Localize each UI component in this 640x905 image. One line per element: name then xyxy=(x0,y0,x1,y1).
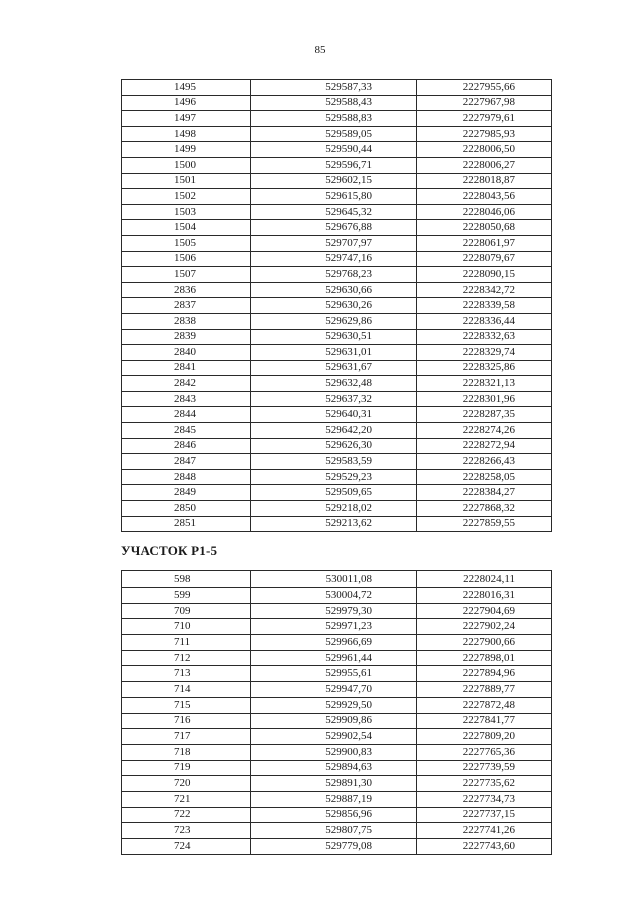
point-number-cell: 721 xyxy=(122,791,251,807)
point-number-cell: 724 xyxy=(122,839,251,855)
table-row xyxy=(122,682,552,698)
x-coordinate-cell: 529631,01 xyxy=(251,345,417,361)
y-coordinate-cell: 2228287,35 xyxy=(417,407,552,423)
y-coordinate-cell: 2227765,36 xyxy=(417,744,552,760)
table-row xyxy=(122,454,552,470)
x-coordinate-cell: 529602,15 xyxy=(251,173,417,189)
x-coordinate-cell: 529894,63 xyxy=(251,760,417,776)
point-number-cell: 1500 xyxy=(122,157,251,173)
x-coordinate-cell: 529630,66 xyxy=(251,282,417,298)
y-coordinate-cell: 2227809,20 xyxy=(417,729,552,745)
x-coordinate-cell: 529961,44 xyxy=(251,650,417,666)
y-coordinate-cell: 2228274,26 xyxy=(417,423,552,439)
y-coordinate-cell: 2227743,60 xyxy=(417,839,552,855)
coordinates-table-1 xyxy=(121,79,552,532)
table-row xyxy=(122,666,552,682)
point-number-cell: 719 xyxy=(122,760,251,776)
x-coordinate-cell: 529640,31 xyxy=(251,407,417,423)
y-coordinate-cell: 2227735,62 xyxy=(417,776,552,792)
table-row xyxy=(122,95,552,111)
point-number-cell: 2841 xyxy=(122,360,251,376)
table-row xyxy=(122,485,552,501)
x-coordinate-cell: 529588,43 xyxy=(251,95,417,111)
table-row xyxy=(122,360,552,376)
x-coordinate-cell: 529966,69 xyxy=(251,635,417,651)
x-coordinate-cell: 529909,86 xyxy=(251,713,417,729)
x-coordinate-cell: 529615,80 xyxy=(251,189,417,205)
point-number-cell: 1505 xyxy=(122,235,251,251)
x-coordinate-cell: 529642,20 xyxy=(251,423,417,439)
x-coordinate-cell: 529947,70 xyxy=(251,682,417,698)
y-coordinate-cell: 2227967,98 xyxy=(417,95,552,111)
y-coordinate-cell: 2227737,15 xyxy=(417,807,552,823)
y-coordinate-cell: 2227872,48 xyxy=(417,697,552,713)
point-number-cell: 723 xyxy=(122,823,251,839)
x-coordinate-cell: 530004,72 xyxy=(251,588,417,604)
table-row xyxy=(122,438,552,454)
table-row xyxy=(122,588,552,604)
y-coordinate-cell: 2227859,55 xyxy=(417,516,552,532)
x-coordinate-cell: 529887,19 xyxy=(251,791,417,807)
point-number-cell: 1504 xyxy=(122,220,251,236)
x-coordinate-cell: 529891,30 xyxy=(251,776,417,792)
table-row xyxy=(122,423,552,439)
table-row xyxy=(122,173,552,189)
x-coordinate-cell: 529630,26 xyxy=(251,298,417,314)
y-coordinate-cell: 2228061,97 xyxy=(417,235,552,251)
table-row xyxy=(122,729,552,745)
y-coordinate-cell: 2227902,24 xyxy=(417,619,552,635)
table-row xyxy=(122,313,552,329)
point-number-cell: 714 xyxy=(122,682,251,698)
point-number-cell: 722 xyxy=(122,807,251,823)
point-number-cell: 2847 xyxy=(122,454,251,470)
table-row xyxy=(122,329,552,345)
table-row xyxy=(122,603,552,619)
x-coordinate-cell: 529900,83 xyxy=(251,744,417,760)
x-coordinate-cell: 529929,50 xyxy=(251,697,417,713)
x-coordinate-cell: 529629,86 xyxy=(251,313,417,329)
x-coordinate-cell: 529637,32 xyxy=(251,391,417,407)
y-coordinate-cell: 2228336,44 xyxy=(417,313,552,329)
x-coordinate-cell: 529626,30 xyxy=(251,438,417,454)
x-coordinate-cell: 529979,30 xyxy=(251,603,417,619)
table-row xyxy=(122,776,552,792)
coordinates-table-1-body xyxy=(122,80,552,532)
table-row xyxy=(122,189,552,205)
table-row xyxy=(122,126,552,142)
point-number-cell: 2851 xyxy=(122,516,251,532)
y-coordinate-cell: 2228079,67 xyxy=(417,251,552,267)
point-number-cell: 2846 xyxy=(122,438,251,454)
coordinates-table-2 xyxy=(121,570,552,855)
point-number-cell: 2845 xyxy=(122,423,251,439)
point-number-cell: 1502 xyxy=(122,189,251,205)
y-coordinate-cell: 2227841,77 xyxy=(417,713,552,729)
point-number-cell: 720 xyxy=(122,776,251,792)
y-coordinate-cell: 2228325,86 xyxy=(417,360,552,376)
x-coordinate-cell: 529583,59 xyxy=(251,454,417,470)
x-coordinate-cell: 529509,65 xyxy=(251,485,417,501)
x-coordinate-cell: 529902,54 xyxy=(251,729,417,745)
table-row xyxy=(122,791,552,807)
y-coordinate-cell: 2228006,27 xyxy=(417,157,552,173)
point-number-cell: 1495 xyxy=(122,80,251,96)
x-coordinate-cell: 529779,08 xyxy=(251,839,417,855)
point-number-cell: 2838 xyxy=(122,313,251,329)
point-number-cell: 599 xyxy=(122,588,251,604)
x-coordinate-cell: 529630,51 xyxy=(251,329,417,345)
table-row xyxy=(122,697,552,713)
y-coordinate-cell: 2228024,11 xyxy=(417,571,552,588)
point-number-cell: 717 xyxy=(122,729,251,745)
point-number-cell: 1501 xyxy=(122,173,251,189)
table-row xyxy=(122,111,552,127)
y-coordinate-cell: 2227900,66 xyxy=(417,635,552,651)
y-coordinate-cell: 2227985,93 xyxy=(417,126,552,142)
x-coordinate-cell: 530011,08 xyxy=(251,571,417,588)
point-number-cell: 715 xyxy=(122,697,251,713)
x-coordinate-cell: 529588,83 xyxy=(251,111,417,127)
x-coordinate-cell: 529590,44 xyxy=(251,142,417,158)
table-row xyxy=(122,298,552,314)
y-coordinate-cell: 2228043,56 xyxy=(417,189,552,205)
coordinates-table-2-body xyxy=(122,571,552,855)
x-coordinate-cell: 529768,23 xyxy=(251,267,417,283)
point-number-cell: 1498 xyxy=(122,126,251,142)
point-number-cell: 711 xyxy=(122,635,251,651)
x-coordinate-cell: 529955,61 xyxy=(251,666,417,682)
point-number-cell: 718 xyxy=(122,744,251,760)
table-row xyxy=(122,251,552,267)
table-row xyxy=(122,345,552,361)
table-row xyxy=(122,650,552,666)
point-number-cell: 713 xyxy=(122,666,251,682)
table-row xyxy=(122,235,552,251)
point-number-cell: 716 xyxy=(122,713,251,729)
table-row xyxy=(122,501,552,517)
y-coordinate-cell: 2228266,43 xyxy=(417,454,552,470)
point-number-cell: 2850 xyxy=(122,501,251,517)
table-row xyxy=(122,267,552,283)
y-coordinate-cell: 2228342,72 xyxy=(417,282,552,298)
point-number-cell: 712 xyxy=(122,650,251,666)
y-coordinate-cell: 2227868,32 xyxy=(417,501,552,517)
table-row xyxy=(122,807,552,823)
point-number-cell: 2836 xyxy=(122,282,251,298)
y-coordinate-cell: 2228018,87 xyxy=(417,173,552,189)
point-number-cell: 598 xyxy=(122,571,251,588)
table-row xyxy=(122,469,552,485)
table-row xyxy=(122,760,552,776)
point-number-cell: 1503 xyxy=(122,204,251,220)
point-number-cell: 2839 xyxy=(122,329,251,345)
point-number-cell: 1499 xyxy=(122,142,251,158)
table-row xyxy=(122,220,552,236)
x-coordinate-cell: 529676,88 xyxy=(251,220,417,236)
y-coordinate-cell: 2228090,15 xyxy=(417,267,552,283)
y-coordinate-cell: 2227955,66 xyxy=(417,80,552,96)
y-coordinate-cell: 2227904,69 xyxy=(417,603,552,619)
x-coordinate-cell: 529589,05 xyxy=(251,126,417,142)
point-number-cell: 1496 xyxy=(122,95,251,111)
table-row xyxy=(122,80,552,96)
x-coordinate-cell: 529529,23 xyxy=(251,469,417,485)
y-coordinate-cell: 2228016,31 xyxy=(417,588,552,604)
y-coordinate-cell: 2228046,06 xyxy=(417,204,552,220)
point-number-cell: 2844 xyxy=(122,407,251,423)
table-row xyxy=(122,282,552,298)
table-row xyxy=(122,713,552,729)
point-number-cell: 2849 xyxy=(122,485,251,501)
point-number-cell: 1497 xyxy=(122,111,251,127)
table-row xyxy=(122,571,552,588)
point-number-cell: 2842 xyxy=(122,376,251,392)
point-number-cell: 1506 xyxy=(122,251,251,267)
table-row xyxy=(122,635,552,651)
table-row xyxy=(122,516,552,532)
y-coordinate-cell: 2227889,77 xyxy=(417,682,552,698)
x-coordinate-cell: 529645,32 xyxy=(251,204,417,220)
table-row xyxy=(122,407,552,423)
y-coordinate-cell: 2227734,73 xyxy=(417,791,552,807)
y-coordinate-cell: 2228321,13 xyxy=(417,376,552,392)
table-row xyxy=(122,157,552,173)
y-coordinate-cell: 2228258,05 xyxy=(417,469,552,485)
x-coordinate-cell: 529213,62 xyxy=(251,516,417,532)
y-coordinate-cell: 2227741,26 xyxy=(417,823,552,839)
y-coordinate-cell: 2228272,94 xyxy=(417,438,552,454)
section-heading: УЧАСТОК Р1-5 xyxy=(121,543,218,558)
y-coordinate-cell: 2228332,63 xyxy=(417,329,552,345)
y-coordinate-cell: 2228384,27 xyxy=(417,485,552,501)
x-coordinate-cell: 529807,75 xyxy=(251,823,417,839)
x-coordinate-cell: 529218,02 xyxy=(251,501,417,517)
point-number-cell: 1507 xyxy=(122,267,251,283)
table-row xyxy=(122,376,552,392)
table-row xyxy=(122,839,552,855)
y-coordinate-cell: 2228050,68 xyxy=(417,220,552,236)
table-row xyxy=(122,204,552,220)
y-coordinate-cell: 2227979,61 xyxy=(417,111,552,127)
point-number-cell: 709 xyxy=(122,603,251,619)
y-coordinate-cell: 2228339,58 xyxy=(417,298,552,314)
point-number-cell: 2848 xyxy=(122,469,251,485)
table-row xyxy=(122,823,552,839)
x-coordinate-cell: 529596,71 xyxy=(251,157,417,173)
page-number: 85 xyxy=(314,44,326,56)
x-coordinate-cell: 529707,97 xyxy=(251,235,417,251)
point-number-cell: 710 xyxy=(122,619,251,635)
y-coordinate-cell: 2228329,74 xyxy=(417,345,552,361)
point-number-cell: 2837 xyxy=(122,298,251,314)
table-row xyxy=(122,744,552,760)
point-number-cell: 2843 xyxy=(122,391,251,407)
point-number-cell: 2840 xyxy=(122,345,251,361)
x-coordinate-cell: 529587,33 xyxy=(251,80,417,96)
x-coordinate-cell: 529631,67 xyxy=(251,360,417,376)
table-row xyxy=(122,391,552,407)
x-coordinate-cell: 529856,96 xyxy=(251,807,417,823)
y-coordinate-cell: 2227894,96 xyxy=(417,666,552,682)
y-coordinate-cell: 2227739,59 xyxy=(417,760,552,776)
x-coordinate-cell: 529747,16 xyxy=(251,251,417,267)
y-coordinate-cell: 2228301,96 xyxy=(417,391,552,407)
y-coordinate-cell: 2228006,50 xyxy=(417,142,552,158)
y-coordinate-cell: 2227898,01 xyxy=(417,650,552,666)
x-coordinate-cell: 529632,48 xyxy=(251,376,417,392)
table-row xyxy=(122,142,552,158)
table-row xyxy=(122,619,552,635)
x-coordinate-cell: 529971,23 xyxy=(251,619,417,635)
